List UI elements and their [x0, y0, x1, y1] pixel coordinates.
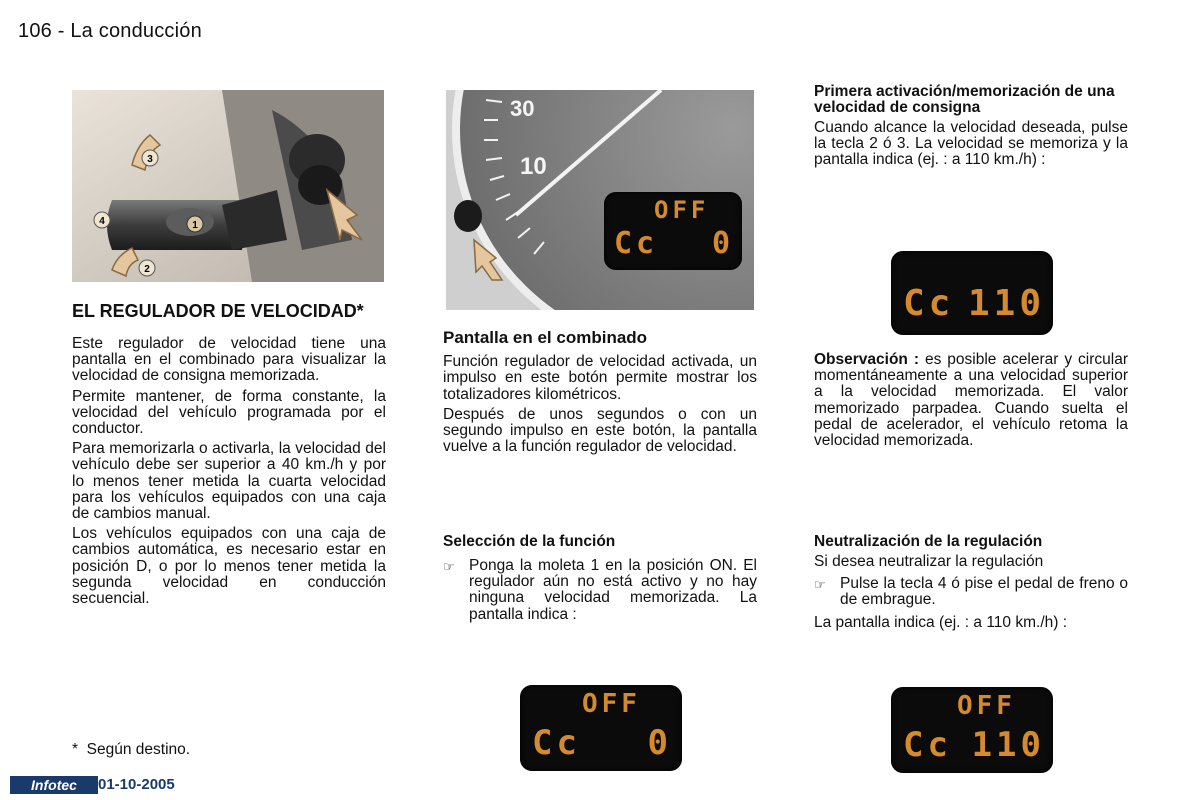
section-title: Pantalla en el combinado: [443, 328, 648, 347]
lcd-right-text: 0: [711, 226, 734, 261]
lcd-right-text: 0: [647, 723, 672, 763]
section-cluster-display: [443, 330, 757, 459]
pointing-hand-icon: ☞: [443, 559, 455, 574]
observation-text: es posible acelerar y circular momentáneamente a una velocidad superior a la velocidad memorizada. El valor memorizado parpadea. Cuando suelta el pedal de acelerador, el vehículo retoma la velocidad memorizada.: [814, 351, 1128, 450]
paragraph: Función regulador de velocidad activada, un impulso en este botón permite mostrar los totalizadores kilométricos.: [443, 353, 757, 403]
paragraph: Permite mantener, de forma constante, la velocidad del vehículo programada por el conductor.: [72, 387, 386, 438]
bullet-text: Pulse la tecla 4 ó pise el pedal de freno o de embrague.: [840, 575, 1128, 609]
paragraph: Para memorizarla o activarla, la velocidad del vehículo debe ser superior a 40 km./h y por lo menos tener metida la cuarta velocidad para los vehículos equipados con una caja de cambios manual.: [72, 440, 386, 523]
neutralized-lcd-display: [891, 687, 1053, 773]
paragraph: Este regulador de velocidad tiene una pantalla en el combinado para visualizar la velocidad de consigna memorizada.: [72, 335, 386, 385]
footnote: * Según destino.: [72, 741, 191, 758]
lcd-left-text: Cc: [903, 725, 952, 765]
gauge-label-10: 10: [520, 153, 547, 180]
section-observation: [814, 352, 1128, 453]
cruise-control-stalk-illustration: [72, 90, 384, 282]
paragraph: La pantalla indica (ej. : a 110 km./h) :: [814, 613, 1068, 631]
bullet-text: Ponga la moleta 1 en la posición ON. El regulador aún no está activo y no hay ninguna velocidad memorizada. La pantalla indica :: [469, 557, 757, 623]
paragraph: Después de unos segundos o con un segundo impulso en este botón, la pantalla vuelve a la función regulador de velocidad.: [443, 405, 757, 456]
lcd-top-text: OFF: [582, 689, 641, 719]
instruction-bullet: [443, 558, 757, 623]
section-cruise-control-intro: [72, 302, 386, 611]
lcd-left-text: Cc: [614, 226, 659, 261]
section-function-selection: [443, 534, 757, 627]
paragraph: Cuando alcance la velocidad deseada, pulse la tecla 2 ó 3. La velocidad se memoriza y la pantalla indica (ej. : a 110 km./h) :: [814, 119, 1128, 169]
lcd-top-text: OFF: [654, 196, 710, 224]
infotec-badge: Infotec: [10, 776, 98, 794]
paragraph: Los vehículos equipados con una caja de cambios automática, es necesario estar en posición D, o por lo menos tener metida la segunda velocidad en conducción secuencial.: [72, 525, 386, 608]
stalk-label-4: 4: [99, 216, 105, 227]
section-first-activation: [814, 84, 1128, 173]
stalk-label-2: 2: [144, 264, 150, 275]
instruction-bullet: [814, 576, 1128, 608]
section-title: EL REGULADOR DE VELOCIDAD*: [72, 301, 364, 321]
paragraph: Si desea neutralizar la regulación: [814, 553, 1044, 570]
lcd-left-text: Cc: [903, 283, 955, 324]
gauge-lcd-display: [604, 192, 742, 270]
gauge-label-30: 30: [510, 96, 535, 121]
print-date: 01-10-2005: [98, 776, 175, 793]
instrument-cluster-illustration: [446, 90, 754, 310]
subsection-title: Primera activación/memorización de una velocidad de consigna: [814, 83, 1115, 116]
selection-lcd-display: [520, 685, 682, 771]
lcd-right-text: 110: [967, 283, 1045, 324]
pointing-hand-icon: ☞: [814, 577, 826, 593]
lcd-left-text: Cc: [532, 723, 581, 763]
lcd-right-text: 110: [971, 725, 1045, 765]
stalk-label-3: 3: [147, 154, 153, 165]
subsection-title: Selección de la función: [443, 533, 616, 550]
observation-label: Observación :: [814, 351, 920, 368]
page-title: 106 - La conducción: [18, 20, 202, 42]
stalk-label-1: 1: [192, 220, 198, 231]
lcd-top-text: OFF: [957, 691, 1016, 721]
section-neutralization: [814, 534, 1128, 635]
subsection-title: Neutralización de la regulación: [814, 533, 1043, 550]
memorized-speed-lcd-display: [891, 251, 1053, 335]
